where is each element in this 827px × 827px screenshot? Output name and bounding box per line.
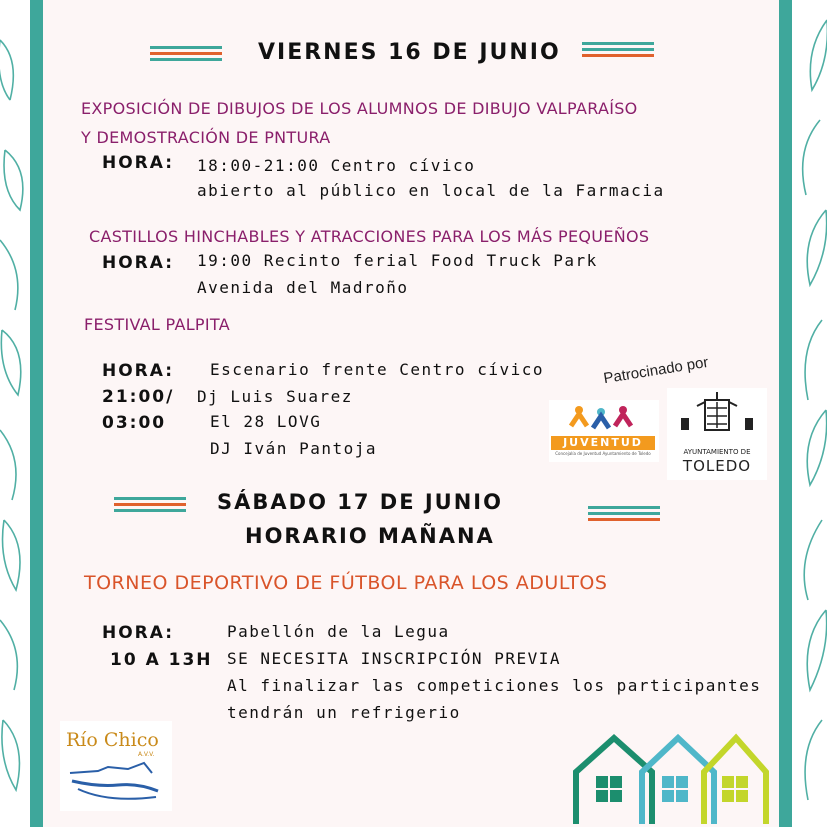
toledo-logo-small: AYUNTAMIENTO DE: [683, 448, 751, 456]
right-teal-border: [779, 0, 792, 827]
event1-line1: 18:00-21:00 Centro cívico: [197, 156, 476, 175]
event3-time-line1: 21:00/: [102, 387, 175, 407]
friday-heading: VIERNES 16 DE JUNIO: [258, 40, 561, 65]
event3-line3: El 28 LOVG: [210, 412, 322, 431]
saturday-stripes-right: [588, 506, 660, 524]
event1-title-line2: Y DEMOSTRACIÓN DE PNTURA: [81, 128, 331, 147]
saturday-line1: Pabellón de la Legua: [227, 622, 450, 641]
saturday-event-title: TORNEO DEPORTIVO DE FÚTBOL PARA LOS ADULTOS: [84, 572, 608, 594]
event3-line1: Escenario frente Centro cívico: [210, 360, 544, 379]
saturday-heading-line1: SÁBADO 17 DE JUNIO: [217, 490, 503, 514]
left-teal-border: [30, 0, 43, 827]
juventud-figures-icon: [549, 400, 659, 434]
saturday-line4: tendrán un refrigerio: [227, 703, 461, 722]
event1-title-line1: EXPOSICIÓN DE DIBUJOS DE LOS ALUMNOS DE DIBUJO VALPARAÍSO: [81, 99, 638, 118]
event1-line2: abierto al público en local de la Farmacia: [197, 181, 665, 200]
saturday-line3: Al finalizar las competiciones los participantes: [227, 676, 762, 695]
event3-time-line2: 03:00: [102, 413, 167, 433]
toledo-coat-of-arms-icon: [667, 388, 767, 446]
houses-logo-icon: [570, 732, 770, 827]
toledo-logo: [667, 388, 767, 480]
event3-line4: DJ Iván Pantoja: [210, 439, 377, 458]
saturday-stripes-left: [114, 497, 186, 515]
heading-stripes-right: [582, 42, 654, 60]
juventud-logo-subtext: Concejalía de Juventud Ayuntamiento de Toledo: [555, 451, 651, 456]
toledo-logo-big: TOLEDO: [682, 457, 752, 475]
event1-hora-label: HORA:: [102, 153, 175, 173]
rio-chico-river-icon: [68, 757, 164, 805]
event2-title: CASTILLOS HINCHABLES Y ATRACCIONES PARA LOS MÁS PEQUEÑOS: [89, 227, 650, 246]
event2-line2: Avenida del Madroño: [197, 278, 409, 297]
rio-chico-logo-name: Río Chico: [66, 729, 159, 751]
juventud-logo: [549, 400, 659, 462]
saturday-line2: SE NECESITA INSCRIPCIÓN PREVIA: [227, 649, 561, 668]
heading-stripes-left: [150, 46, 222, 64]
juventud-logo-text: JUVENTUD: [551, 436, 655, 450]
event2-hora-label: HORA:: [102, 253, 175, 273]
saturday-heading-line2: HORARIO MAÑANA: [245, 524, 495, 548]
saturday-hora-label: HORA:: [102, 623, 175, 643]
sponsor-text: Patrocinado por: [602, 353, 710, 388]
event2-line1: 19:00 Recinto ferial Food Truck Park: [197, 251, 598, 270]
event3-line2: Dj Luis Suarez: [197, 387, 353, 406]
saturday-time: 10 A 13H: [110, 650, 213, 670]
event3-title: FESTIVAL PALPITA: [84, 315, 230, 334]
rio-chico-logo: [60, 721, 172, 811]
event3-hora-label: HORA:: [102, 361, 175, 381]
rio-chico-logo-sub: A.V.V.: [138, 751, 155, 758]
